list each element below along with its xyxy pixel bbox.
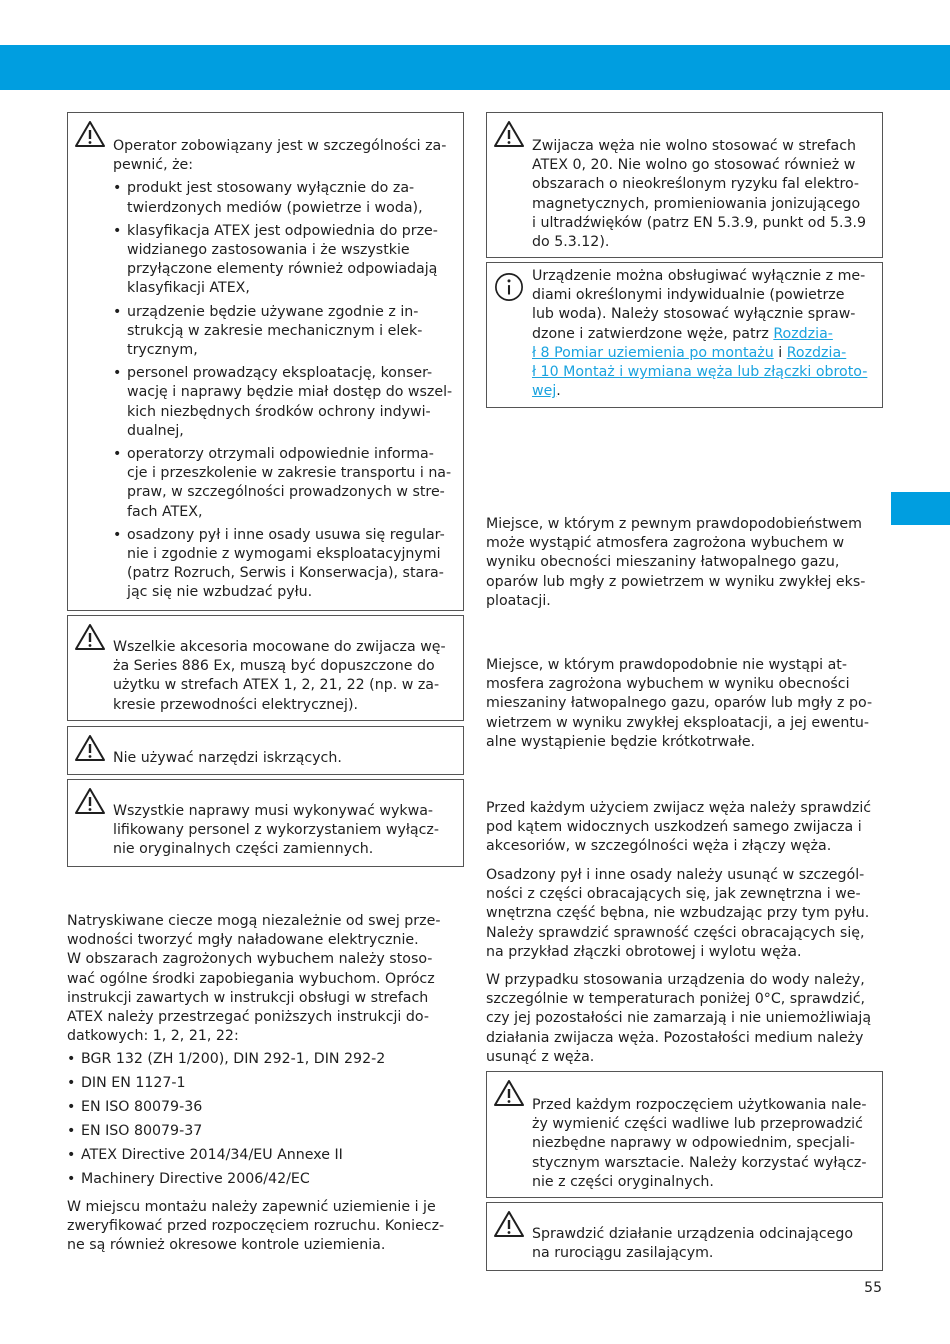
text-line: Wszystkie naprawy musi wykonywać wykwa- [113,803,434,819]
inspection-paragraph-2 [486,866,886,962]
text-line: instrukcji zawartych w instrukcji obsługi w strefach [67,989,429,1006]
chapter-10-link[interactable]: Rozdzia- [786,344,847,361]
text-line: ne są również okresowe kontrole uziemienia. [67,1237,386,1254]
warning-icon [493,1078,525,1108]
text-line: W miejscu montażu należy zapewnić uziemienie i je [67,1199,436,1215]
text-line: ży wymienić części wadliwe lub przeprowadzić [532,1116,863,1133]
text-line: na przykład złączki obrotowej i wylotu węża. [486,943,802,960]
warning-icon [493,119,525,149]
sprayed-liquids-paragraph [67,912,467,1046]
text-line: Należy sprawdzić sprawność części obracających się, [486,924,865,941]
warning-icon [74,119,106,149]
shutoff-text [532,1225,874,1263]
list-item: • ATEX Directive 2014/34/EU Annexe II [67,1146,467,1165]
grounding-paragraph [67,1198,467,1256]
text-line: Wszelkie akcesoria mocowane do zwijacza wę- [113,639,446,655]
text-line: wnętrzna część bębna, nie wzbudzając przy tym pyłu. [486,905,870,922]
text-line: Sprawdzić działanie urządzenia odcinającego [532,1226,854,1242]
text-line: na rurociągu zasilającym. [532,1245,714,1262]
text-line: szczególnie w temperaturach poniżej 0°C, sprawdzić, [486,991,866,1008]
text-line: ności z części obracających się, jak zewnętrzna i we- [486,886,861,903]
inspection-paragraph-1 [486,799,886,857]
text-line: alne wystąpienie będzie krótkotrwałe. [486,733,756,750]
tools-text [113,749,455,768]
text-line: mosfera zagrożona wybuchem w wyniku obecności [486,676,850,693]
standards-list [67,1050,467,1194]
warning-box-repairs [67,779,464,867]
text-line: wietrzem w wyniku zwykłej eksploatacji, a jej ewentu- [486,714,870,731]
text-line: obszarach o nieokreślonym ryzyku fal elektro- [532,176,860,193]
list-item: • BGR 132 (ZH 1/200), DIN 292-1, DIN 292-2 [67,1050,467,1069]
chapter-8-link[interactable]: ł 8 Pomiar uziemienia po montażu [532,344,774,361]
list-item: • EN ISO 80079-37 [67,1122,467,1141]
text-line: W obszarach zagrożonych wybuchem należy stoso- [67,951,433,968]
text-line: Osadzony pył i inne osady należy usunąć w szczegól- [486,867,865,883]
zone-2-description [486,656,886,752]
text-line: ATEX 0, 20. Nie wolno go stosować również w [532,157,856,174]
warning-box-tools [67,726,464,775]
chapter-10-link[interactable]: wej [532,383,557,400]
text-line: pod kątem widocznych uszkodzeń samego zwijacza i [486,819,862,836]
warning-icon [493,1209,525,1239]
text-line: ża Series 886 Ex, muszą być dopuszczone do [113,658,435,675]
list-item: • klasyfikacja ATEX jest odpowiednia do prze- widzianego zastosowania i że wszystkie przyłączone elementy również odpowiadają klasyfikacji ATEX, [113,222,455,299]
accessories-text [113,638,455,715]
info-box-media [486,262,883,408]
text-line: oparów lub mgły z powietrzem w wyniku zwykłej eks- [486,573,866,590]
header-bar [0,45,950,90]
list-item: • Machinery Directive 2006/42/EC [67,1170,467,1189]
warning-icon [74,733,106,763]
text-line: Nie używać narzędzi iskrzących. [113,750,342,766]
list-item: • personel prowadzący eksploatację, konser- wację i naprawy będzie miał dostęp do wszel- kich niezbędnych środków ochrony indywi- dualnej, [113,364,455,441]
text-line: działania zwijacza węża. Pozostałości medium należy [486,1029,864,1046]
page-number: 55 [864,1280,882,1296]
list-item: • operatorzy otrzymali odpowiednie informa- cje i przeszkolenie w zakresie transportu i na- praw, w szczególności prowadzonych w stre- fach ATEX, [113,445,455,522]
chapter-10-link[interactable]: ł 10 Montaż i wymiana węża lub złączki obroto- [532,364,868,381]
text-line: czy jej pozostałości nie zamarzają i nie uniemożliwiają [486,1010,872,1027]
text-line: W przypadku stosowania urządzenia do wody należy, [486,972,865,988]
text-line: zweryfikować przed rozpoczęciem rozruchu. Koniecz- [67,1218,445,1235]
zone-1-description [486,515,886,611]
text-line: Przed każdym użyciem zwijacz węża należy sprawdzić [486,800,872,816]
text-line: Zwijacza węża nie wolno stosować w strefach [532,138,857,154]
text-line: ploatacji. [486,592,551,609]
text-line: magnetycznych, promieniowania jonizującego [532,195,861,212]
text-line: akcesoriów, w szczególności węża i złączy węża. [486,838,832,855]
info-icon [493,272,525,302]
text-line: i ultradźwięków (patrz EN 5.3.9, punkt od 5.3.9 [532,214,867,231]
operator-intro: Operator zobowiązany jest w szczególności za- pewnić, że: [113,138,447,174]
list-item: • urządzenie będzie używane zgodnie z in- strukcją w zakresie mechanicznym i elek- trycznym, [113,303,455,361]
media-info-text: Urządzenie można obsługiwać wyłącznie z me- diami określonymi indywidualnie (powietrze lub woda). Należy stosować wyłącznie spraw- dzone i zatwierdzone węże, patrz Rozdzia- ł 8 Pomiar uziemienia po montażu i Rozdzia- ł 10 Montaż i wymiana węża lub złączki obroto- wej. [532,268,868,400]
warning-icon [74,622,106,652]
text-line: niezbędne naprawy w odpowiednim, specjali- [532,1135,855,1152]
warning-box-operator [67,112,464,611]
text-line: mieszaniny łatwopalnego gazu, oparów lub mgły z po- [486,695,873,712]
text-line: datkowych: 1, 2, 21, 22: [67,1028,239,1045]
text-line: Przed każdym rozpoczęciem użytkowania nale- [532,1097,867,1113]
text-line: usunąć z węża. [486,1048,595,1065]
text-line: nie oryginalnych części zamiennych. [113,841,374,858]
atex-zones-text [532,137,874,252]
warning-box-atex-zones [486,112,883,258]
text-line: do 5.3.12). [532,234,610,251]
text-line: wodności tworzyć mgły naładowane elektrycznie. [67,932,419,949]
inspection-paragraph-3 [486,971,886,1067]
text-line: stycznym warsztacie. Należy korzystać wyłącz- [532,1154,867,1171]
warning-icon [74,786,106,816]
list-item: • produkt jest stosowany wyłącznie do za- twierdzonych mediów (powietrze i woda), [113,179,455,217]
chapter-tab [891,492,950,525]
text-line: wyniku obecności mieszaniny łatwopalnego gazu, [486,554,840,571]
text-line: wać ogólne środki zapobiegania wybuchom. Oprócz [67,970,435,987]
text-line: Miejsce, w którym z pewnym prawdopodobieństwem [486,516,862,532]
replace-parts-text [532,1096,874,1192]
text-line: może wystąpić atmosfera zagrożona wybuchem w [486,535,845,552]
text-line: Natryskiwane ciecze mogą niezależnie od swej prze- [67,913,441,929]
text-line: lifikowany personel z wykorzystaniem wyłącz- [113,822,439,839]
repairs-text [113,802,455,860]
warning-box-accessories [67,615,464,721]
chapter-8-link[interactable]: Rozdzia- [773,325,833,342]
text-line: nie z części oryginalnych. [532,1173,714,1190]
text-line: ATEX należy przestrzegać poniższych instrukcji do- [67,1009,429,1026]
text-line: Miejsce, w którym prawdopodobnie nie wystąpi at- [486,657,847,673]
text-line: kresie przewodności elektrycznej). [113,696,359,713]
operator-obligations-list [113,179,455,602]
list-item: • osadzony pył i inne osady usuwa się regular- nie i zgodnie z wymogami eksploatacyjnymi (patrz Rozruch, Serwis i Konserwacja), stara- jąc się nie wzbudzać pyłu. [113,526,455,603]
list-item: • EN ISO 80079-36 [67,1098,467,1117]
list-item: • DIN EN 1127-1 [67,1074,467,1093]
warning-box-shutoff [486,1202,883,1271]
text-line: użytku w strefach ATEX 1, 2, 21, 22 (np. w za- [113,677,440,694]
warning-box-replace-parts [486,1071,883,1198]
